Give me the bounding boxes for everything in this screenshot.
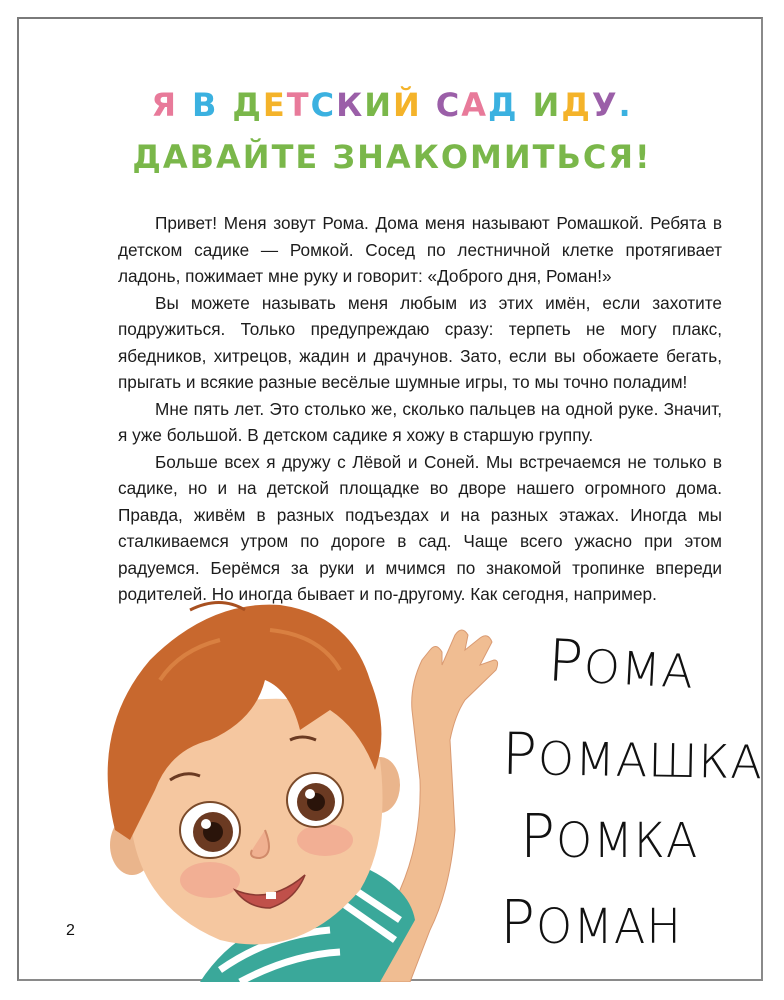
title-letter: .	[618, 86, 633, 124]
title-letter: В	[192, 86, 219, 124]
title-letter: И	[532, 86, 562, 124]
title-letter: А	[461, 86, 489, 124]
title-letter: У	[591, 86, 619, 124]
title-letter: И	[364, 86, 393, 124]
name-variants	[490, 626, 764, 960]
name-romka: РОМКА	[520, 800, 699, 872]
paragraph: Привет! Меня зовут Рома. Дома меня называют Ромашкой. Ребята в детском садике — Ромкой. Сосед по лестничной клетке протягивает ладонь, пожимает мне руку и говорит: «Доброго дня, Роман!»	[118, 213, 722, 286]
title-letter: Д	[488, 86, 519, 124]
name-romashka: РОМАШКА	[501, 719, 764, 790]
title-letter: Я	[151, 86, 178, 124]
title-letter: С	[435, 86, 462, 124]
title-line-2: ДАВАЙТЕ ЗНАКОМИТЬСЯ!	[132, 138, 652, 176]
title-letter: Т	[286, 86, 311, 124]
title-letter: Й	[393, 86, 422, 124]
boy-waving-illustration	[70, 590, 510, 982]
paragraph: Мне пять лет. Это столько же, сколько пальцев на одной руке. Значит, я уже большой. В детском садике я хожу в старшую группу.	[118, 398, 722, 445]
title-letter: Е	[262, 86, 287, 124]
paragraph: Вы можете называть меня любым из этих имён, если захотите подружиться. Только предупреждаю сразу: терпеть не могу плакс, ябедников, хитрецов, жадин и драчунов. Зато, если вы обожаете бегать, прыгать и всякие разные весёлые шумные игры, то мы точно поладим!	[118, 292, 722, 392]
title-letter: Д	[561, 86, 592, 124]
page-number: 2	[66, 922, 75, 939]
title-letter: К	[336, 86, 365, 124]
title-letter: С	[310, 86, 337, 124]
title-letter: Д	[232, 86, 263, 124]
story-text	[118, 210, 722, 608]
title-line-1	[0, 86, 784, 124]
name-roman: РОМАН	[500, 886, 682, 958]
name-roma: РОМА	[546, 626, 696, 699]
paragraph: Больше всех я дружу с Лёвой и Соней. Мы встречаемся не только в садике, но и на детской площадке во дворе нашего огромного дома. Правда, живём в разных подъездах и на разных этажах. Иногда мы сталкиваемся утром по дороге в сад. Чаще всего ужасно при этом радуемся. Берёмся за руки и мчимся по знакомой тропинке впереди родителей. Но иногда бывает и по-другому. Как сегодня, например.	[118, 451, 722, 604]
